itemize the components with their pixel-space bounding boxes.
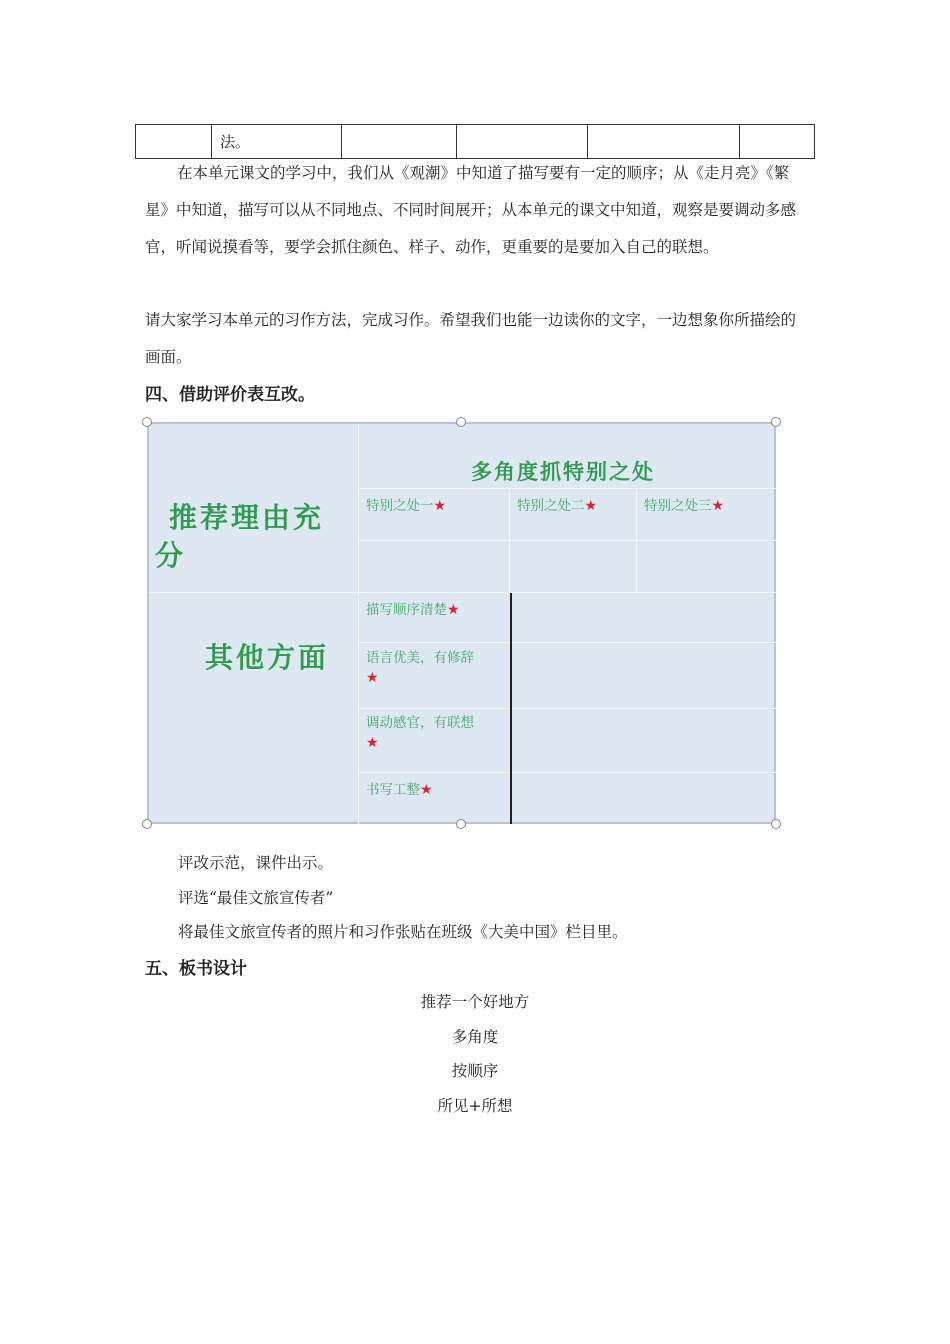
paragraph-unit-summary: 在本单元课文的学习中，我们从《观潮》中知道了描写要有一定的顺序；从《走月亮》《繁星》中知道，描写可以从不同地点、不同时间展开；从本单元的课文中知道，观察是要调动多感官，听闻说摸看等，要学会抓住颜色、样子、动作，更重要的是要加入自己的联想。 [145, 164, 797, 256]
table-cell [740, 125, 815, 159]
star-icon: ★ [433, 498, 447, 514]
board-line: 所见+所想 [437, 1097, 513, 1115]
board-line: 按顺序 [451, 1062, 499, 1080]
special-point-1: 特别之处一★ [366, 498, 447, 514]
star-icon: ★ [711, 498, 725, 514]
row-label-reasons: 推荐理由充 [169, 501, 325, 534]
criteria-senses: 调动感官，有联想 ★ [366, 715, 474, 751]
paragraph-instruction: 请大家学习本单元的习作方法，完成习作。希望我们也能一边读你的文字，一边想象你所描绘的画面。 [145, 311, 797, 366]
row-label-other-aspects: 其他方面 [205, 641, 330, 674]
text-line: 评选“最佳文旅宣传者” [178, 889, 334, 907]
resize-handle[interactable] [456, 417, 466, 427]
resize-handle[interactable] [142, 819, 152, 829]
section-heading-peer-review: 四、借助评价表互改。 [145, 385, 315, 405]
table-cell [457, 125, 588, 159]
board-line: 多角度 [451, 1028, 499, 1046]
table-cell [136, 125, 212, 159]
text-line: 将最佳文旅宣传者的照片和习作张贴在班级《大美中国》栏目里。 [178, 923, 628, 941]
resize-handle[interactable] [771, 417, 781, 427]
star-icon: ★ [420, 782, 433, 798]
row-label-reasons-cont: 分 [155, 539, 187, 572]
star-icon: ★ [584, 498, 598, 514]
table-fragment [135, 124, 815, 159]
resize-handle[interactable] [771, 819, 781, 829]
criteria-handwriting: 书写工整★ [366, 782, 433, 798]
criteria-language: 语言优美，有修辞 ★ [366, 650, 474, 686]
resize-handle[interactable] [456, 819, 466, 829]
evaluation-table-image [147, 422, 776, 824]
special-point-2: 特别之处二★ [517, 498, 598, 514]
resize-handle[interactable] [142, 417, 152, 427]
table-cell [342, 125, 457, 159]
header-multi-angle: 多角度抓特别之处 [471, 460, 655, 484]
text-line: 评改示范，课件出示。 [178, 854, 334, 872]
table-cell [588, 125, 740, 159]
criteria-order: 描写顺序清楚★ [366, 602, 460, 618]
special-point-3: 特别之处三★ [644, 498, 725, 514]
board-line: 推荐一个好地方 [420, 993, 530, 1011]
star-icon: ★ [366, 670, 379, 686]
table-cell: 法。 [212, 125, 342, 159]
star-icon: ★ [366, 735, 379, 751]
star-icon: ★ [447, 602, 460, 618]
section-heading-board-design: 五、板书设计 [145, 959, 247, 979]
